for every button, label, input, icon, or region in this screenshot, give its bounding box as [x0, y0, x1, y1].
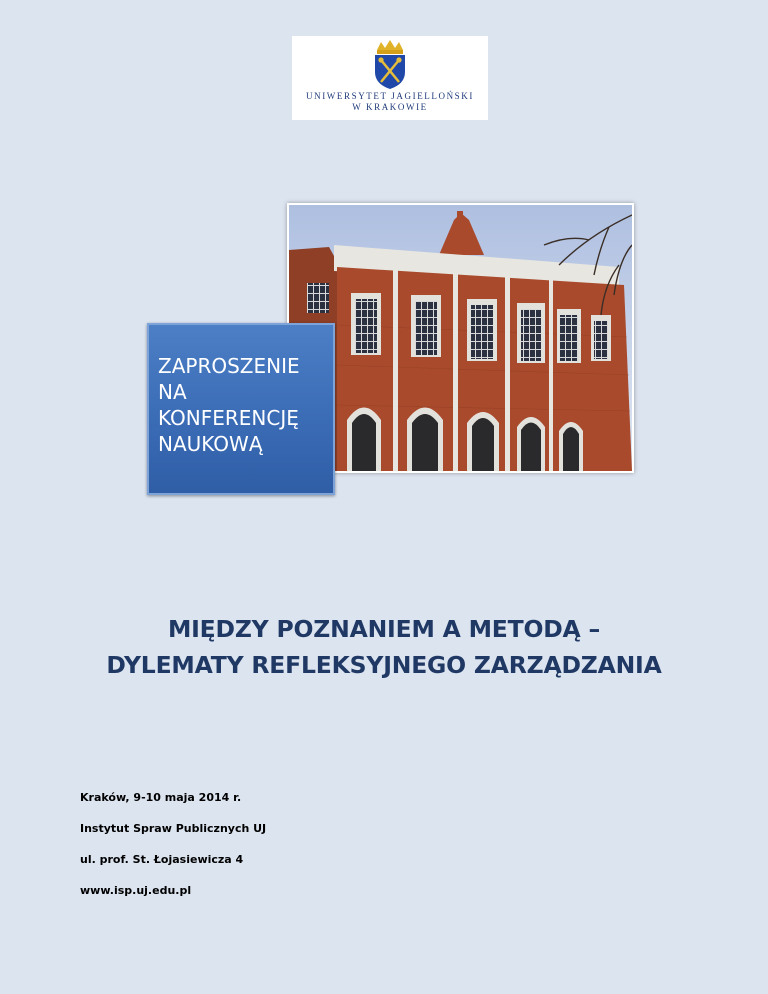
conference-title-line-2: DYLEMATY REFLEKSYJNEGO ZARZĄDZANIA	[106, 651, 662, 679]
invitation-text: ZAPROSZENIE NA KONFERENCJĘ NAUKOWĄ	[158, 354, 300, 456]
website-link[interactable]: www.isp.uj.edu.pl	[80, 884, 192, 897]
university-logo	[292, 36, 488, 120]
conference-title-line-1: MIĘDZY POZNANIEM A METODĄ –	[167, 615, 601, 643]
building-photo	[287, 203, 634, 473]
address: ul. prof. St. Łojasiewicza 4	[80, 853, 244, 866]
invitation-box	[147, 323, 335, 495]
institute-name: Instytut Spraw Publicznych UJ	[80, 822, 267, 835]
university-crest-icon	[371, 40, 409, 90]
date-place: Kraków, 9-10 maja 2014 r.	[80, 791, 242, 804]
logo-line-2: W KRAKOWIE	[352, 102, 428, 112]
logo-line-1: UNIWERSYTET JAGIELLOŃSKI	[306, 91, 474, 101]
